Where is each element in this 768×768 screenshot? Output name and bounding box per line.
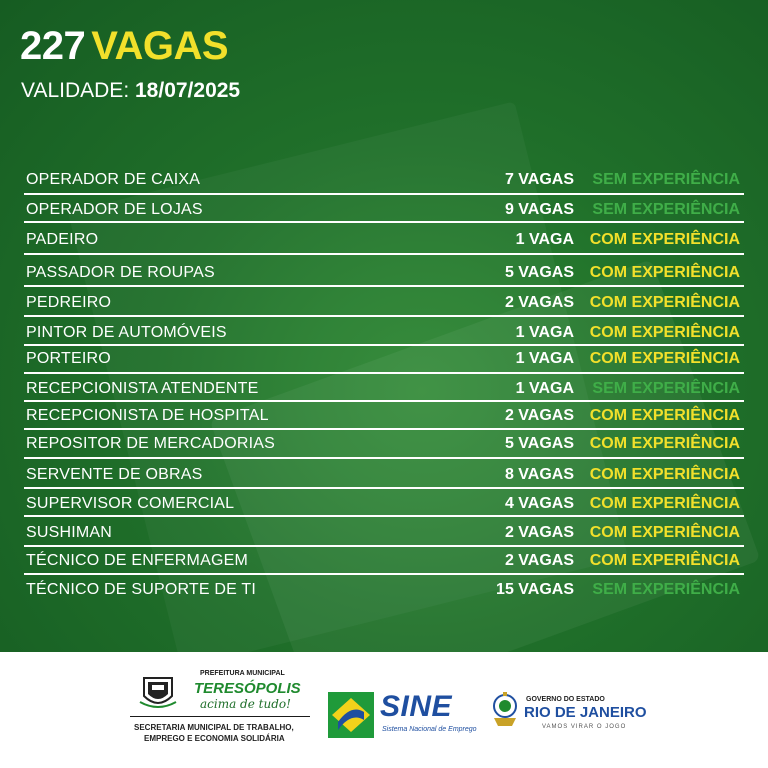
job-title: PEDREIRO xyxy=(26,294,112,311)
job-title: PADEIRO xyxy=(26,231,99,248)
job-title: TÉCNICO DE SUPORTE DE TI xyxy=(26,581,257,598)
job-experience: SEM EXPERIÊNCIA xyxy=(592,581,740,598)
job-title: REPOSITOR DE MERCADORIAS xyxy=(26,435,275,452)
job-experience: SEM EXPERIÊNCIA xyxy=(592,171,740,188)
job-quantity: 5 VAGAS xyxy=(504,264,574,281)
prefeitura-label: PREFEITURA MUNICIPAL xyxy=(200,670,285,677)
job-experience: COM EXPERIÊNCIA xyxy=(589,294,740,311)
row-divider xyxy=(24,515,744,517)
job-quantity: 4 VAGAS xyxy=(504,495,574,512)
job-title: PORTEIRO xyxy=(26,350,111,367)
job-quantity: 1 VAGA xyxy=(515,380,574,397)
job-quantity: 8 VAGAS xyxy=(504,466,574,483)
job-title: RECEPCIONISTA ATENDENTE xyxy=(26,380,259,397)
job-experience: COM EXPERIÊNCIA xyxy=(589,495,740,512)
vacancy-total-word: VAGAS xyxy=(91,24,229,68)
job-quantity: 15 VAGAS xyxy=(496,581,574,598)
job-experience: COM EXPERIÊNCIA xyxy=(589,552,740,569)
job-experience: COM EXPERIÊNCIA xyxy=(589,264,740,281)
governo-label: GOVERNO DO ESTADO xyxy=(526,696,605,703)
job-quantity: 2 VAGAS xyxy=(504,552,574,569)
row-divider xyxy=(24,372,744,374)
job-quantity: 2 VAGAS xyxy=(504,294,574,311)
vacancy-total-number: 227 xyxy=(20,24,86,68)
teresopolis-divider xyxy=(130,716,310,717)
job-quantity: 2 VAGAS xyxy=(504,407,574,424)
vacancy-total-heading xyxy=(20,24,228,68)
teresopolis-logo xyxy=(130,668,310,760)
job-title: SERVENTE DE OBRAS xyxy=(26,466,203,483)
row-divider xyxy=(24,193,744,195)
job-title: OPERADOR DE LOJAS xyxy=(26,201,203,218)
row-divider xyxy=(24,573,744,575)
footer-logos xyxy=(0,652,768,768)
municipal-seal-icon xyxy=(138,672,178,710)
sine-subtitle: Sistema Nacional de Emprego xyxy=(382,726,477,733)
job-row xyxy=(24,319,744,347)
job-experience: COM EXPERIÊNCIA xyxy=(589,524,740,541)
job-row xyxy=(24,345,744,373)
job-row xyxy=(24,259,744,287)
job-title: OPERADOR DE CAIXA xyxy=(26,171,201,188)
job-row xyxy=(24,375,744,403)
job-experience: SEM EXPERIÊNCIA xyxy=(592,201,740,218)
job-experience: COM EXPERIÊNCIA xyxy=(589,407,740,424)
row-divider xyxy=(24,221,744,223)
job-title: PINTOR DE AUTOMÓVEIS xyxy=(26,324,227,341)
row-divider xyxy=(24,545,744,547)
job-title: TÉCNICO DE ENFERMAGEM xyxy=(26,552,248,569)
job-row xyxy=(24,289,744,317)
row-divider xyxy=(24,253,744,255)
row-divider xyxy=(24,428,744,430)
row-divider xyxy=(24,487,744,489)
job-quantity: 7 VAGAS xyxy=(504,171,574,188)
row-divider xyxy=(24,315,744,317)
job-row xyxy=(24,519,744,547)
validity-line xyxy=(21,78,240,104)
job-row xyxy=(24,430,744,458)
state-crest-icon xyxy=(490,690,520,730)
job-row xyxy=(24,461,744,489)
rio-tagline: VAMOS VIRAR O JOGO xyxy=(542,724,627,730)
sine-mark-icon xyxy=(328,692,374,738)
teresopolis-name: TERESÓPOLIS xyxy=(194,680,301,697)
row-divider xyxy=(24,285,744,287)
secretaria-line-1: SECRETARIA MUNICIPAL DE TRABALHO, xyxy=(134,723,294,732)
job-title: SUSHIMAN xyxy=(26,524,113,541)
job-quantity: 1 VAGA xyxy=(515,231,574,248)
validity-date: 18/07/2025 xyxy=(135,79,241,102)
job-title: PASSADOR DE ROUPAS xyxy=(26,264,215,281)
job-experience: COM EXPERIÊNCIA xyxy=(589,350,740,367)
job-quantity: 1 VAGA xyxy=(515,324,574,341)
job-quantity: 1 VAGA xyxy=(515,350,574,367)
job-quantity: 5 VAGAS xyxy=(504,435,574,452)
job-experience: COM EXPERIÊNCIA xyxy=(589,324,740,341)
job-experience: COM EXPERIÊNCIA xyxy=(589,231,740,248)
job-experience: SEM EXPERIÊNCIA xyxy=(592,380,740,397)
teresopolis-slogan: acima de tudo! xyxy=(200,697,291,711)
row-divider xyxy=(24,400,744,402)
row-divider xyxy=(24,344,744,346)
job-row xyxy=(24,576,744,604)
rio-de-janeiro-name: RIO DE JANEIRO xyxy=(524,704,647,721)
job-title: RECEPCIONISTA DE HOSPITAL xyxy=(26,407,269,424)
job-row xyxy=(24,402,744,430)
job-quantity: 9 VAGAS xyxy=(504,201,574,218)
job-row xyxy=(24,226,744,254)
job-row xyxy=(24,196,744,224)
job-row xyxy=(24,547,744,575)
job-row xyxy=(24,490,744,518)
sine-name: SINE xyxy=(380,690,453,723)
job-quantity: 2 VAGAS xyxy=(504,524,574,541)
job-title: SUPERVISOR COMERCIAL xyxy=(26,495,235,512)
job-experience: COM EXPERIÊNCIA xyxy=(589,466,740,483)
row-divider xyxy=(24,457,744,459)
job-experience: COM EXPERIÊNCIA xyxy=(589,435,740,452)
secretaria-line-2: EMPREGO E ECONOMIA SOLIDÁRIA xyxy=(144,734,285,743)
sine-logo xyxy=(328,690,478,742)
validity-label: VALIDADE: xyxy=(21,79,130,102)
rio-de-janeiro-logo xyxy=(490,688,650,742)
job-row xyxy=(24,166,744,194)
